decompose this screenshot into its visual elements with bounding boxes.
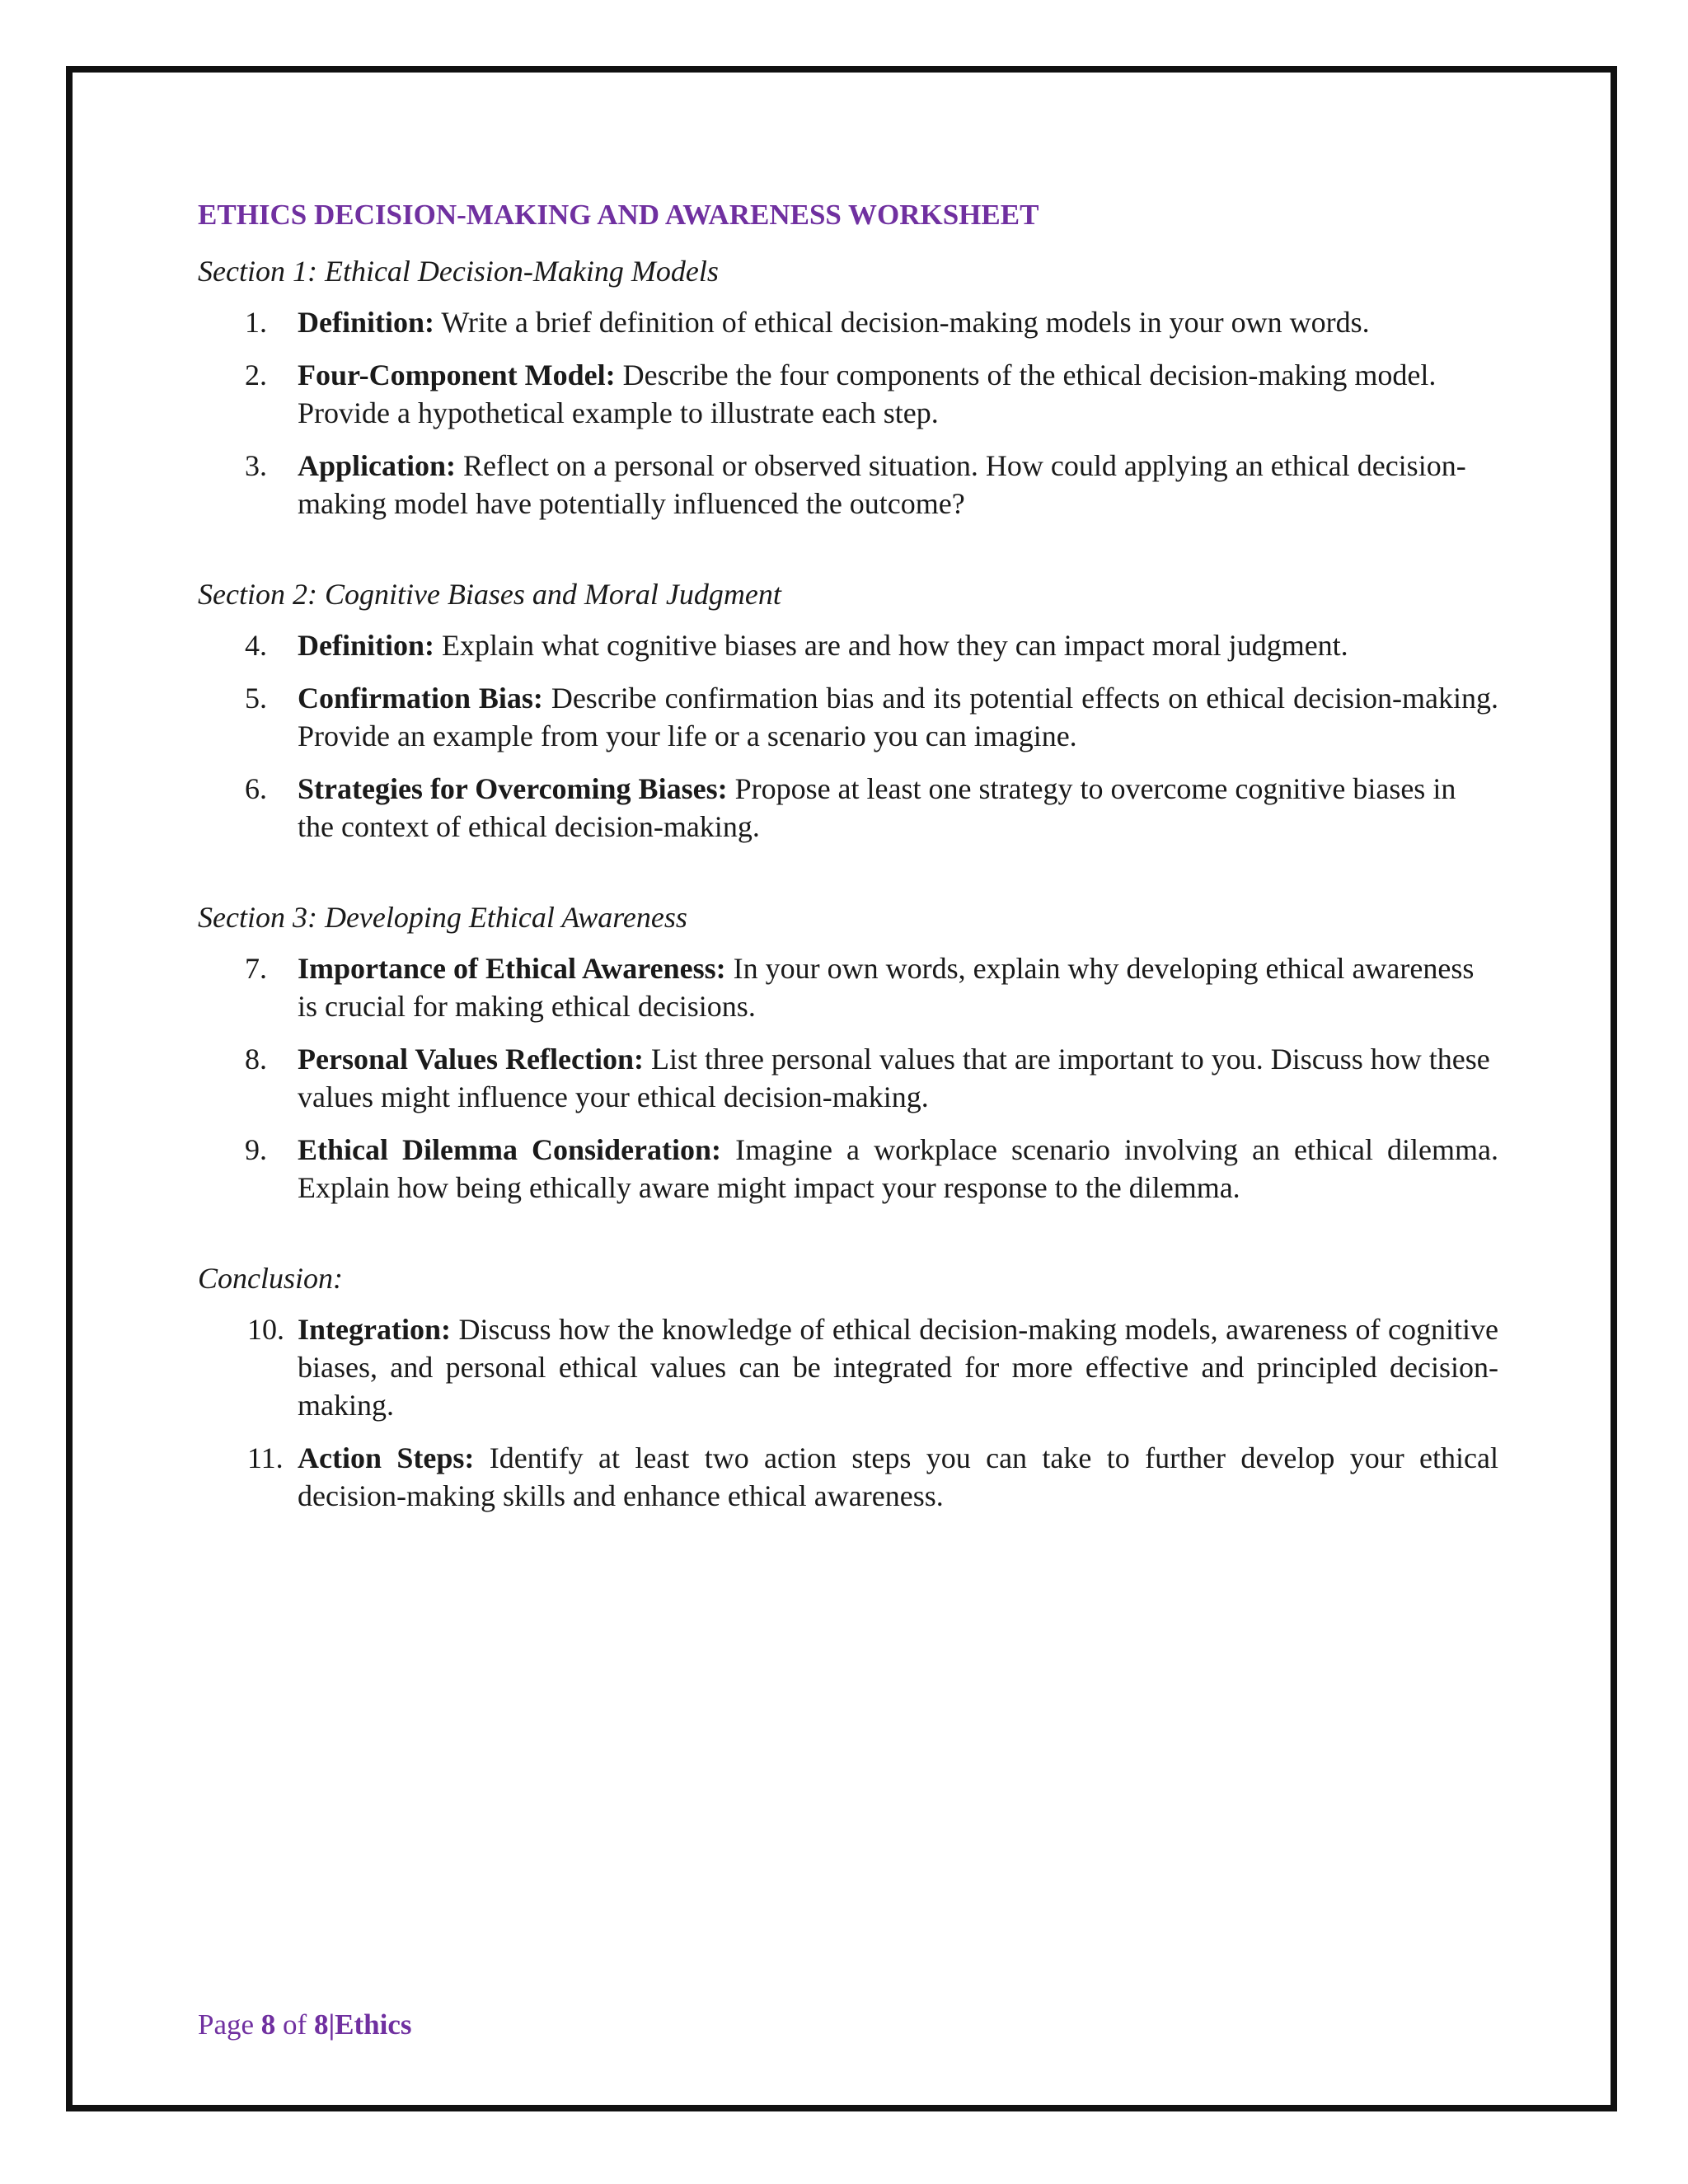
- question-item: [198, 447, 1498, 523]
- footer-page-word: Page: [198, 2008, 261, 2041]
- question-number: 5.: [245, 682, 267, 715]
- question-number: 4.: [245, 629, 267, 662]
- question-label: Four-Component Model:: [298, 359, 616, 391]
- question-text: Describe confirmation bias and its potential effects on ethical decision-making. Provide an example from your life or a scenario you can imagine.: [298, 682, 1499, 752]
- question-label: Strategies for Overcoming Biases:: [298, 772, 728, 805]
- question-list: [198, 1310, 1498, 1515]
- question-text: Write a brief definition of ethical decision-making models in your own words.: [434, 306, 1370, 339]
- question-text: List three personal values that are important to you. Discuss how these values might influence your ethical decision-making.: [298, 1043, 1490, 1113]
- footer-total-pages: 8: [313, 2008, 329, 2041]
- footer-page-number: 8: [260, 2008, 276, 2041]
- question-item: [198, 949, 1498, 1025]
- question-label: Action Steps:: [298, 1441, 475, 1474]
- question-label: Personal Values Reflection:: [298, 1043, 644, 1076]
- section-heading: Conclusion:: [198, 1262, 343, 1295]
- question-label: Ethical Dilemma Consideration:: [298, 1133, 722, 1166]
- question-text: Describe the four components of the ethical decision-making model. Provide a hypothetical example to illustrate each step.: [298, 359, 1437, 429]
- question-list: [198, 949, 1498, 1207]
- question-list: [198, 303, 1498, 523]
- worksheet-title: ETHICS DECISION-MAKING AND AWARENESS WORKSHEET: [198, 199, 1039, 231]
- question-number: 2.: [245, 359, 267, 391]
- question-number: 9.: [245, 1133, 267, 1166]
- question-item: [198, 626, 1498, 664]
- section-heading: Section 1: Ethical Decision-Making Models: [198, 255, 719, 288]
- question-number: 8.: [245, 1043, 267, 1076]
- question-list: [198, 626, 1498, 846]
- section-1: [198, 251, 1498, 523]
- question-item: [198, 356, 1498, 432]
- question-item: [198, 1131, 1498, 1207]
- question-number: 1.: [245, 306, 267, 339]
- question-item: [198, 679, 1498, 755]
- question-number: 7.: [245, 952, 267, 985]
- question-item: [198, 770, 1498, 846]
- question-label: Confirmation Bias:: [298, 682, 543, 715]
- question-number: 3.: [245, 449, 267, 482]
- question-text: Imagine a workplace scenario involving an ethical dilemma. Explain how being ethically aware might impact your response to the dilemma.: [298, 1133, 1498, 1204]
- question-number: 10.: [247, 1313, 284, 1346]
- section-2: [198, 574, 1498, 846]
- question-text: Propose at least one strategy to overcome cognitive biases in the context of ethical decision-making.: [298, 772, 1456, 843]
- footer-of-word: of: [275, 2008, 314, 2041]
- question-item: [198, 1439, 1498, 1515]
- question-text: Discuss how the knowledge of ethical decision-making models, awareness of cognitive biases, and personal ethical values can be integrated for more effective and principled decision-making.: [298, 1313, 1498, 1422]
- question-item: [198, 1310, 1498, 1424]
- question-label: Application:: [298, 449, 457, 482]
- worksheet-content: [198, 194, 1498, 1566]
- question-text: In your own words, explain why developing ethical awareness is crucial for making ethical decisions.: [298, 952, 1475, 1023]
- question-text: Reflect on a personal or observed situation. How could applying an ethical decision-making model have potentially influenced the outcome?: [298, 449, 1466, 520]
- question-label: Integration:: [298, 1313, 451, 1346]
- question-number: 6.: [245, 772, 267, 805]
- question-number: 11.: [247, 1441, 284, 1474]
- section-3: [198, 897, 1498, 1207]
- question-label: Definition:: [298, 629, 434, 662]
- question-item: [198, 303, 1498, 341]
- section-heading: Section 2: Cognitive Biases and Moral Judgment: [198, 578, 781, 611]
- page-footer: [198, 2004, 412, 2046]
- question-item: [198, 1040, 1498, 1116]
- footer-separator: |: [328, 2008, 335, 2041]
- question-text: Explain what cognitive biases are and how they can impact moral judgment.: [434, 629, 1348, 662]
- question-label: Importance of Ethical Awareness:: [298, 952, 726, 985]
- question-label: Definition:: [298, 306, 434, 339]
- conclusion-section: [198, 1258, 1498, 1515]
- section-heading: Section 3: Developing Ethical Awareness: [198, 901, 687, 934]
- question-text: Identify at least two action steps you can take to further develop your ethical decision-making skills and enhance ethical awareness.: [298, 1441, 1498, 1512]
- footer-doc-name: Ethics: [335, 2008, 412, 2041]
